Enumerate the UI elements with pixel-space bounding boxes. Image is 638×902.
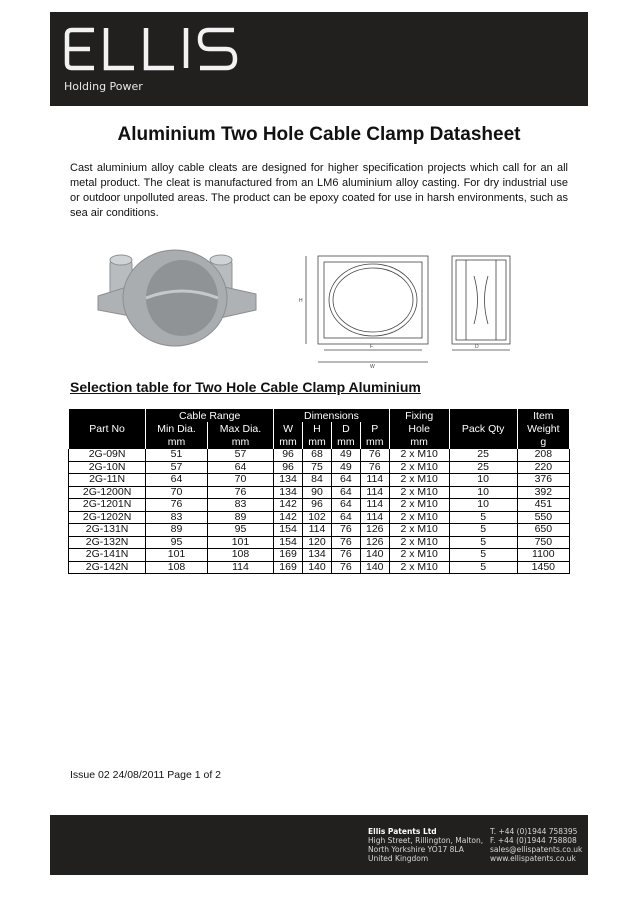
table-row <box>69 524 570 537</box>
cell-w: 142 <box>274 511 303 524</box>
cell-max-dia: 83 <box>207 499 273 512</box>
cell-part-no: 2G-1201N <box>69 499 146 512</box>
cell-fixing-hole: 2 x M10 <box>389 461 449 474</box>
table-row <box>69 449 570 462</box>
th-fixing: Fixing <box>389 409 449 422</box>
dim-label-f: F <box>370 344 374 350</box>
cell-w: 169 <box>274 561 303 574</box>
th-unit: mm <box>146 435 208 449</box>
cell-part-no: 2G-09N <box>69 449 146 462</box>
table-row <box>69 486 570 499</box>
cell-pack-qty: 10 <box>449 486 517 499</box>
footer-contact <box>490 827 582 863</box>
cell-p: 126 <box>360 524 389 537</box>
cell-w: 154 <box>274 524 303 537</box>
th-unit: mm <box>274 435 303 449</box>
table-row <box>69 561 570 574</box>
cell-weight: 451 <box>517 499 569 512</box>
th-d: D <box>331 422 360 435</box>
cell-pack-qty: 10 <box>449 499 517 512</box>
th-dimensions: Dimensions <box>274 409 390 422</box>
cell-max-dia: 108 <box>207 549 273 562</box>
issue-line: Issue 02 24/08/2011 Page 1 of 2 <box>70 769 222 781</box>
fax: F. +44 (0)1944 758808 <box>490 836 577 845</box>
address-line: North Yorkshire YO17 8LA <box>368 845 464 854</box>
cell-h: 90 <box>303 486 332 499</box>
cell-part-no: 2G-142N <box>69 561 146 574</box>
th-unit: mm <box>389 435 449 449</box>
cell-weight: 392 <box>517 486 569 499</box>
cell-weight: 1100 <box>517 549 569 562</box>
header-banner <box>50 12 588 106</box>
cell-fixing-hole: 2 x M10 <box>389 449 449 462</box>
tagline: Holding Power <box>64 80 143 93</box>
table-row <box>69 461 570 474</box>
cell-min-dia: 57 <box>146 461 208 474</box>
cell-h: 102 <box>303 511 332 524</box>
cell-p: 114 <box>360 474 389 487</box>
dim-label-d: D <box>475 344 479 350</box>
cell-h: 75 <box>303 461 332 474</box>
cell-h: 96 <box>303 499 332 512</box>
cell-part-no: 2G-10N <box>69 461 146 474</box>
footer-address <box>368 827 483 863</box>
selection-table <box>68 409 570 574</box>
cell-weight: 220 <box>517 461 569 474</box>
cell-min-dia: 70 <box>146 486 208 499</box>
th-unit <box>449 435 517 449</box>
cell-weight: 550 <box>517 511 569 524</box>
cell-min-dia: 101 <box>146 549 208 562</box>
cell-min-dia: 83 <box>146 511 208 524</box>
cell-d: 76 <box>331 549 360 562</box>
th-unit: mm <box>331 435 360 449</box>
table-row <box>69 499 570 512</box>
th-pack-qty: Pack Qty <box>449 422 517 435</box>
th-cable-range: Cable Range <box>146 409 274 422</box>
cell-max-dia: 64 <box>207 461 273 474</box>
cell-min-dia: 89 <box>146 524 208 537</box>
cell-pack-qty: 10 <box>449 474 517 487</box>
cell-pack-qty: 5 <box>449 536 517 549</box>
cell-part-no: 2G-141N <box>69 549 146 562</box>
table-body <box>69 449 570 574</box>
intro-paragraph: Cast aluminium alloy cable cleats are designed for higher specification projects which call for an all metal product. The cleat is manufactured from an LM6 aluminium alloy casting. For dry industrial use or outdoor unpolluted areas. The product can be epoxy coated for use in harsh environments, such as sea air conditions. <box>70 162 568 219</box>
cell-p: 76 <box>360 449 389 462</box>
cell-max-dia: 57 <box>207 449 273 462</box>
cell-d: 76 <box>331 536 360 549</box>
cell-max-dia: 70 <box>207 474 273 487</box>
website-link[interactable]: www.ellispatents.co.uk <box>490 854 576 863</box>
cell-part-no: 2G-1202N <box>69 511 146 524</box>
cell-fixing-hole: 2 x M10 <box>389 561 449 574</box>
footer-banner <box>50 815 588 875</box>
cell-min-dia: 76 <box>146 499 208 512</box>
cell-d: 76 <box>331 561 360 574</box>
phone: T. +44 (0)1944 758395 <box>490 827 578 836</box>
cell-p: 114 <box>360 499 389 512</box>
cell-p: 114 <box>360 486 389 499</box>
cell-fixing-hole: 2 x M10 <box>389 511 449 524</box>
cell-fixing-hole: 2 x M10 <box>389 524 449 537</box>
cell-max-dia: 101 <box>207 536 273 549</box>
cell-p: 126 <box>360 536 389 549</box>
header-row-3 <box>69 435 570 449</box>
cell-h: 114 <box>303 524 332 537</box>
cell-fixing-hole: 2 x M10 <box>389 499 449 512</box>
cell-weight: 750 <box>517 536 569 549</box>
cell-fixing-hole: 2 x M10 <box>389 486 449 499</box>
ellis-logo <box>64 26 254 72</box>
cell-h: 134 <box>303 549 332 562</box>
cell-w: 169 <box>274 549 303 562</box>
th-h: H <box>303 422 332 435</box>
th-item: Item <box>517 409 569 422</box>
header-row-2 <box>69 422 570 435</box>
th-min-dia: Min Dia. <box>146 422 208 435</box>
cell-max-dia: 76 <box>207 486 273 499</box>
cell-weight: 208 <box>517 449 569 462</box>
cell-fixing-hole: 2 x M10 <box>389 474 449 487</box>
th-hole: Hole <box>389 422 449 435</box>
dim-label-w: W <box>370 364 375 370</box>
cell-pack-qty: 5 <box>449 524 517 537</box>
cell-min-dia: 51 <box>146 449 208 462</box>
th-unit: mm <box>303 435 332 449</box>
cell-fixing-hole: 2 x M10 <box>389 549 449 562</box>
th-blank <box>449 409 517 422</box>
cell-weight: 650 <box>517 524 569 537</box>
cell-d: 49 <box>331 461 360 474</box>
th-unit: mm <box>207 435 273 449</box>
address-line: United Kingdom <box>368 854 429 863</box>
cell-p: 140 <box>360 561 389 574</box>
cell-min-dia: 95 <box>146 536 208 549</box>
cell-d: 64 <box>331 511 360 524</box>
cell-min-dia: 108 <box>146 561 208 574</box>
page-title: Aluminium Two Hole Cable Clamp Datasheet <box>117 124 521 145</box>
cell-p: 114 <box>360 511 389 524</box>
cell-part-no: 2G-131N <box>69 524 146 537</box>
table-row <box>69 549 570 562</box>
side-view-drawing <box>452 256 510 350</box>
section-title: Selection table for Two Hole Cable Clamp Aluminium <box>70 379 421 395</box>
th-unit: mm <box>360 435 389 449</box>
cell-pack-qty: 5 <box>449 511 517 524</box>
cell-w: 154 <box>274 536 303 549</box>
cell-h: 68 <box>303 449 332 462</box>
th-w: W <box>274 422 303 435</box>
cell-pack-qty: 5 <box>449 561 517 574</box>
cell-part-no: 2G-1200N <box>69 486 146 499</box>
cell-part-no: 2G-11N <box>69 474 146 487</box>
cell-h: 140 <box>303 561 332 574</box>
product-figures <box>70 236 568 376</box>
th-weight: Weight <box>517 422 569 435</box>
header-row-1 <box>69 409 570 422</box>
cell-h: 84 <box>303 474 332 487</box>
clamp-photo <box>98 250 256 346</box>
cell-d: 64 <box>331 486 360 499</box>
cell-weight: 1450 <box>517 561 569 574</box>
email-link[interactable]: sales@ellispatents.co.uk <box>490 845 583 854</box>
cell-w: 142 <box>274 499 303 512</box>
th-unit <box>69 435 146 449</box>
th-part-no: Part No <box>69 422 146 435</box>
cell-h: 120 <box>303 536 332 549</box>
cell-p: 76 <box>360 461 389 474</box>
cell-w: 96 <box>274 461 303 474</box>
dim-label-h: H <box>299 298 303 304</box>
table-row <box>69 511 570 524</box>
cell-weight: 376 <box>517 474 569 487</box>
cell-max-dia: 114 <box>207 561 273 574</box>
cell-part-no: 2G-132N <box>69 536 146 549</box>
cell-d: 76 <box>331 524 360 537</box>
address-line: High Street, Rillington, Malton, <box>368 836 484 845</box>
front-view-drawing <box>299 256 428 370</box>
cell-p: 140 <box>360 549 389 562</box>
th-max-dia: Max Dia. <box>207 422 273 435</box>
cell-fixing-hole: 2 x M10 <box>389 536 449 549</box>
cell-pack-qty: 25 <box>449 449 517 462</box>
company-name: Ellis Patents Ltd <box>368 827 437 836</box>
cell-w: 134 <box>274 474 303 487</box>
cell-d: 49 <box>331 449 360 462</box>
table-row <box>69 536 570 549</box>
cell-d: 64 <box>331 499 360 512</box>
cell-min-dia: 64 <box>146 474 208 487</box>
th-p: P <box>360 422 389 435</box>
table-row <box>69 474 570 487</box>
cell-d: 64 <box>331 474 360 487</box>
th-unit: g <box>517 435 569 449</box>
cell-w: 134 <box>274 486 303 499</box>
cell-w: 96 <box>274 449 303 462</box>
cell-max-dia: 89 <box>207 511 273 524</box>
cell-pack-qty: 5 <box>449 549 517 562</box>
cell-max-dia: 95 <box>207 524 273 537</box>
cell-pack-qty: 25 <box>449 461 517 474</box>
th-blank <box>69 409 146 422</box>
clamp-illustrations <box>70 236 568 376</box>
